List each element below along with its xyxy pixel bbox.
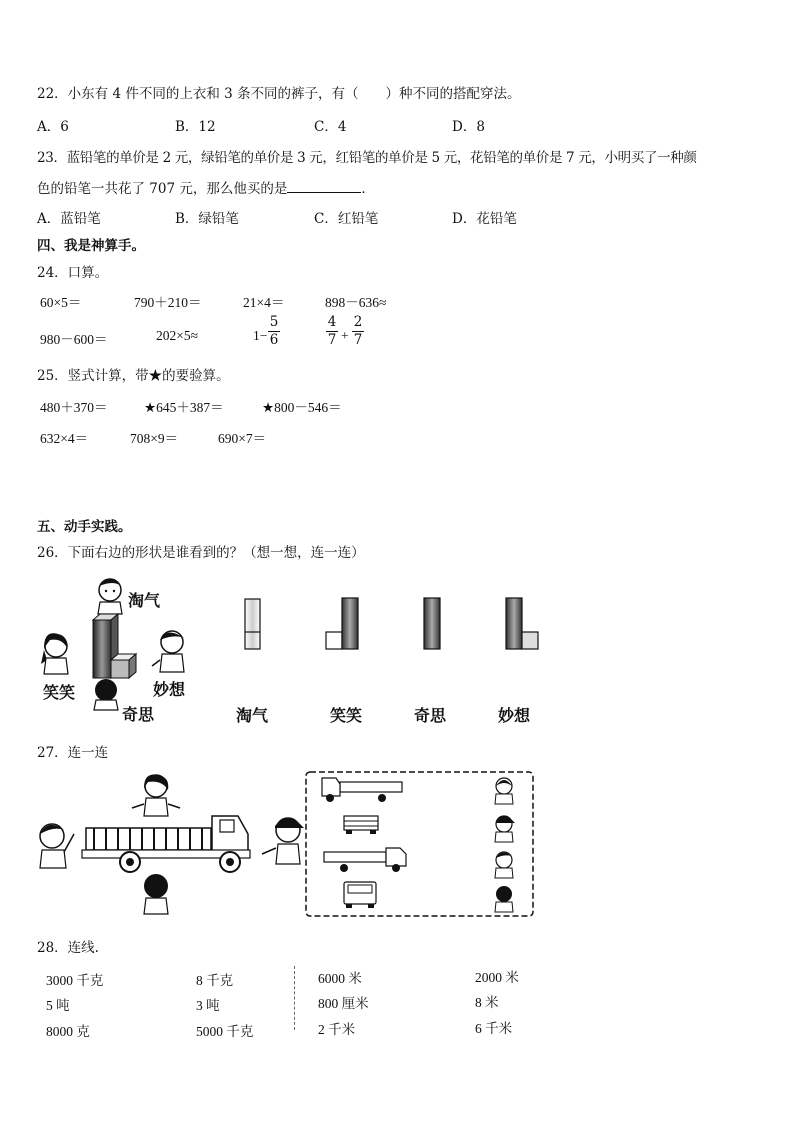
q23-option-a: A．蓝铅笔 — [37, 211, 101, 227]
q24-frac1-prefix: 1− — [253, 328, 268, 343]
fraction-denominator: 6 — [269, 332, 279, 348]
q28-col3-item2: 800 厘米 — [318, 996, 369, 1011]
q25-r1-c1: 480＋370＝ — [40, 400, 108, 415]
q23-line1: 23．蓝铅笔的单价是 2 元，绿铅笔的单价是 3 元，红铅笔的单价是 5 元，花铅笔的单价是 7 元，小明买了一种颜 — [37, 150, 697, 166]
fraction-numerator: 2 — [353, 314, 363, 330]
view-shapes — [230, 590, 560, 652]
q23-option-d: D．花铅笔 — [452, 211, 517, 227]
bottom-label-2: 笑笑 — [330, 706, 363, 725]
q24-r1-c3: 21×4＝ — [243, 295, 285, 310]
view-shape-4 — [506, 598, 538, 649]
answer-blank — [287, 180, 361, 193]
scene-label-right: 妙想 — [153, 680, 186, 699]
scene-label-left: 笑笑 — [43, 683, 76, 702]
fraction-denominator: 7 — [327, 332, 337, 348]
q28-col2-item3: 5000 千克 — [196, 1024, 254, 1039]
q24-r1-c1: 60×5＝ — [40, 295, 82, 310]
q26-title: 26．下面右边的形状是谁看到的？（想一想，连一连） — [37, 545, 365, 561]
child-face-3 — [495, 852, 513, 878]
view-shape-3 — [424, 598, 440, 649]
truck-views-box — [304, 768, 536, 920]
section-5-heading: 五、动手实践。 — [37, 519, 132, 535]
q28-col3-item3: 2 千米 — [318, 1022, 356, 1037]
bottom-label-1: 淘气 — [236, 706, 269, 725]
q24-r1-c2: 790＋210＝ — [134, 295, 202, 310]
truck-scene-illustration — [34, 768, 304, 918]
q24-r2-c1: 980－600＝ — [40, 332, 108, 347]
q22-option-a: A．6 — [37, 119, 69, 135]
column-divider — [294, 966, 295, 1030]
q25-r2-c1: 632×4＝ — [40, 431, 89, 446]
boy-left-figure — [40, 824, 74, 868]
q23-line2-end: ． — [361, 181, 375, 197]
q25-r2-c2: 708×9＝ — [130, 431, 179, 446]
fraction-5-6 — [268, 315, 280, 348]
child-right-figure — [152, 631, 184, 672]
scene-label-top: 淘气 — [128, 591, 161, 610]
child-top-figure — [98, 579, 122, 614]
q25-r1-c2: ★645＋387＝ — [144, 400, 224, 415]
fraction-numerator: 5 — [269, 314, 279, 330]
bottom-label-4: 妙想 — [498, 706, 531, 725]
q28-col4-item3: 6 千米 — [475, 1021, 513, 1036]
boy-right-figure — [262, 817, 304, 864]
fraction-denominator: 7 — [353, 332, 363, 348]
q22-option-d: D．8 — [452, 119, 485, 135]
child-bottom-figure — [94, 679, 118, 710]
child-face-1 — [495, 778, 513, 804]
q28-col4-item1: 2000 米 — [475, 970, 519, 985]
truck-front-view — [344, 882, 376, 908]
child-left-figure — [41, 633, 68, 674]
q25-title: 25．竖式计算，带★的要验算。 — [37, 368, 230, 384]
q28-col2-item1: 8 千克 — [196, 973, 234, 988]
view-shape-1 — [245, 599, 260, 649]
q23-line2-text: 色的铅笔一共花了 707 元，那么他买的是 — [37, 181, 288, 197]
q22-option-b: B．12 — [175, 119, 216, 135]
q27-title: 27．连一连 — [37, 745, 109, 761]
q28-col1-item2: 5 吨 — [46, 998, 70, 1013]
q24-r1-c4: 898－636≈ — [325, 295, 387, 310]
q22-option-c: C．4 — [314, 119, 347, 135]
q28-col1-item3: 8000 克 — [46, 1024, 90, 1039]
q24-frac-operator: + — [341, 328, 349, 343]
q25-r2-c3: 690×7＝ — [218, 431, 267, 446]
q23-option-c: C．红铅笔 — [314, 211, 379, 227]
fraction-4-7 — [326, 315, 338, 348]
q28-title: 28．连线. — [37, 940, 99, 956]
view-shape-2 — [326, 598, 358, 649]
section-4-heading: 四、我是神算手。 — [37, 238, 145, 254]
q23-line2 — [37, 177, 375, 197]
q25-r1-c3: ★800－546＝ — [262, 400, 342, 415]
q24-r2-c2: 202×5≈ — [156, 328, 199, 343]
q28-col4-item2: 8 米 — [475, 995, 499, 1010]
bottom-label-3: 奇思 — [414, 706, 447, 725]
q24-title: 24．口算。 — [37, 265, 109, 281]
fraction-numerator: 4 — [327, 314, 337, 330]
q28-col3-item1: 6000 米 — [318, 971, 362, 986]
q28-col2-item2: 3 吨 — [196, 998, 220, 1013]
girl-bottom-figure — [144, 874, 168, 914]
girl-top-figure — [132, 775, 180, 816]
q22-text: 22．小东有 4 件不同的上衣和 3 条不同的裤子，有（ ）种不同的搭配穿法。 — [37, 86, 521, 102]
q23-option-b: B．绿铅笔 — [175, 211, 239, 227]
scene-label-bottom: 奇思 — [122, 705, 155, 724]
fraction-2-7 — [352, 315, 364, 348]
q28-col1-item1: 3000 千克 — [46, 973, 104, 988]
